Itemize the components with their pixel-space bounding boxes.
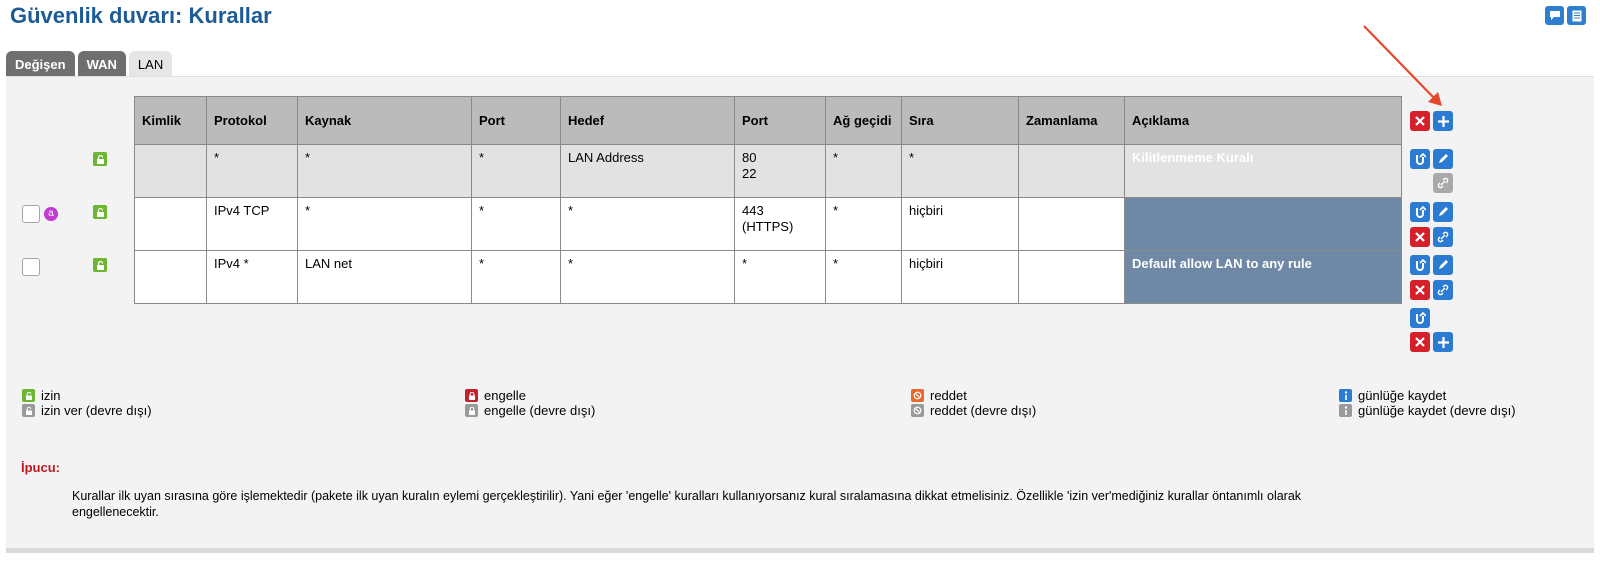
- cell-schedule: [1019, 251, 1125, 304]
- cell-id: [135, 198, 207, 251]
- copy-rule-link-icon[interactable]: [1433, 227, 1453, 247]
- dest-port-line: *: [742, 256, 748, 271]
- delete-selected-button[interactable]: [1410, 111, 1430, 131]
- cell-description: Kilitlenmeme Kuralı: [1125, 145, 1402, 198]
- col-header-sira[interactable]: Sıra: [902, 97, 1019, 145]
- col-header-zamanlama[interactable]: Zamanlama: [1019, 97, 1125, 145]
- edit-rule-button[interactable]: [1433, 202, 1453, 222]
- dest-port-line: 443: [742, 203, 764, 218]
- legend-pass-disabled: [22, 403, 152, 418]
- cell-source-port: *: [472, 198, 561, 251]
- pass-disabled-icon: [22, 404, 35, 417]
- auto-rule-badge: a: [44, 207, 58, 221]
- legend-label: engelle: [484, 388, 526, 403]
- tab-wan[interactable]: WAN: [78, 51, 126, 77]
- page-title: Güvenlik duvarı: Kurallar: [10, 3, 272, 28]
- reject-icon: [911, 389, 924, 402]
- cell-description: Default allow LAN to any rule: [1125, 251, 1402, 304]
- cell-source: *: [298, 145, 472, 198]
- move-rule-button[interactable]: [1410, 255, 1430, 275]
- dest-port-line: (HTTPS): [742, 219, 794, 234]
- tab-lan[interactable]: LAN: [129, 51, 172, 77]
- block-icon: [465, 389, 478, 402]
- add-rule-bottom-button[interactable]: [1433, 332, 1453, 352]
- log-icon: [1339, 389, 1352, 402]
- pass-icon: [22, 389, 35, 402]
- cell-dest-port: [735, 251, 826, 304]
- legend-label: izin ver (devre dışı): [41, 403, 152, 418]
- cell-destination: *: [561, 251, 735, 304]
- legend-label: izin: [41, 388, 61, 403]
- reject-disabled-icon: [911, 404, 924, 417]
- cell-queue: hiçbiri: [902, 198, 1019, 251]
- cell-source-port: *: [472, 251, 561, 304]
- cell-queue: hiçbiri: [902, 251, 1019, 304]
- col-header-protokol[interactable]: Protokol: [207, 97, 298, 145]
- rules-table: [134, 96, 1402, 304]
- document-icon[interactable]: [1567, 6, 1586, 25]
- col-header-aciklama[interactable]: Açıklama: [1125, 97, 1402, 145]
- legend-reject: [911, 388, 967, 403]
- col-header-port-dest[interactable]: Port: [735, 97, 826, 145]
- cell-dest-port: [735, 145, 826, 198]
- table-row[interactable]: [135, 145, 1402, 198]
- delete-rule-button[interactable]: [1410, 280, 1430, 300]
- legend-block-disabled: [465, 403, 595, 418]
- add-rule-top-button[interactable]: [1433, 111, 1453, 131]
- legend-label: reddet: [930, 388, 967, 403]
- tip-label: İpucu:: [21, 460, 60, 475]
- col-header-hedef[interactable]: Hedef: [561, 97, 735, 145]
- move-rule-button[interactable]: [1410, 149, 1430, 169]
- cell-dest-port: [735, 198, 826, 251]
- legend-reject-disabled: [911, 403, 1036, 418]
- link-icon[interactable]: [1433, 173, 1453, 193]
- move-rule-button[interactable]: [1410, 202, 1430, 222]
- dest-port-line: 22: [742, 166, 757, 181]
- cell-destination: LAN Address: [561, 145, 735, 198]
- legend-log: [1339, 388, 1446, 403]
- cell-gateway: *: [826, 198, 902, 251]
- cell-destination: *: [561, 198, 735, 251]
- row-select-checkbox[interactable]: [22, 205, 40, 223]
- cell-source-port: *: [472, 145, 561, 198]
- pass-icon[interactable]: [93, 205, 107, 219]
- legend-label: reddet (devre dışı): [930, 403, 1037, 418]
- cell-gateway: *: [826, 145, 902, 198]
- cell-gateway: *: [826, 251, 902, 304]
- edit-rule-button[interactable]: [1433, 255, 1453, 275]
- col-header-kaynak[interactable]: Kaynak: [298, 97, 472, 145]
- cell-id: [135, 251, 207, 304]
- block-disabled-icon: [465, 404, 478, 417]
- panel-footer-bar: [6, 548, 1594, 553]
- cell-protocol: IPv4 *: [207, 251, 298, 304]
- chat-icon[interactable]: [1545, 6, 1564, 25]
- log-disabled-icon: [1339, 404, 1352, 417]
- pass-icon[interactable]: [93, 152, 107, 166]
- cell-protocol: *: [207, 145, 298, 198]
- col-header-ag-gecidi[interactable]: Ağ geçidi: [826, 97, 902, 145]
- cell-description: [1125, 198, 1402, 251]
- legend-block: [465, 388, 526, 403]
- table-header-row: [135, 97, 1402, 145]
- copy-rule-link-icon[interactable]: [1433, 280, 1453, 300]
- tab-degisen[interactable]: Değişen: [6, 51, 75, 77]
- dest-port-line: 80: [742, 150, 757, 165]
- col-header-port[interactable]: Port: [472, 97, 561, 145]
- cell-id: [135, 145, 207, 198]
- legend-pass: [22, 388, 61, 403]
- legend-label: günlüğe kaydet (devre dışı): [1358, 403, 1516, 418]
- row-select-checkbox[interactable]: [22, 258, 40, 276]
- table-row[interactable]: [135, 251, 1402, 304]
- cell-schedule: [1019, 145, 1125, 198]
- col-header-kimlik[interactable]: Kimlik: [135, 97, 207, 145]
- cell-source: *: [298, 198, 472, 251]
- cell-source: LAN net: [298, 251, 472, 304]
- delete-rule-button[interactable]: [1410, 227, 1430, 247]
- annotation-arrow-icon: [1360, 22, 1450, 112]
- table-row[interactable]: [135, 198, 1402, 251]
- tip-text: Kurallar ilk uyan sırasına göre işlemektedir (pakete ilk uyan kuralın eylemi gerçekleştirilir). Yani eğer 'engelle' kuralları kullanıyorsanız kural sıralamasına dikkat etmelisiniz. Özellikle 'izin ver'mediğiniz kurallar öntanımlı olarak engellenecektir.: [72, 489, 1302, 519]
- legend-log-disabled: [1339, 403, 1516, 418]
- tab-bar: [6, 51, 172, 77]
- legend-label: engelle (devre dışı): [484, 403, 596, 418]
- cell-schedule: [1019, 198, 1125, 251]
- cell-protocol: IPv4 TCP: [207, 198, 298, 251]
- cell-queue: *: [902, 145, 1019, 198]
- move-to-end-button[interactable]: [1410, 308, 1430, 328]
- edit-rule-button[interactable]: [1433, 149, 1453, 169]
- legend-label: günlüğe kaydet: [1358, 388, 1447, 403]
- pass-icon[interactable]: [93, 258, 107, 272]
- delete-selected-bottom-button[interactable]: [1410, 332, 1430, 352]
